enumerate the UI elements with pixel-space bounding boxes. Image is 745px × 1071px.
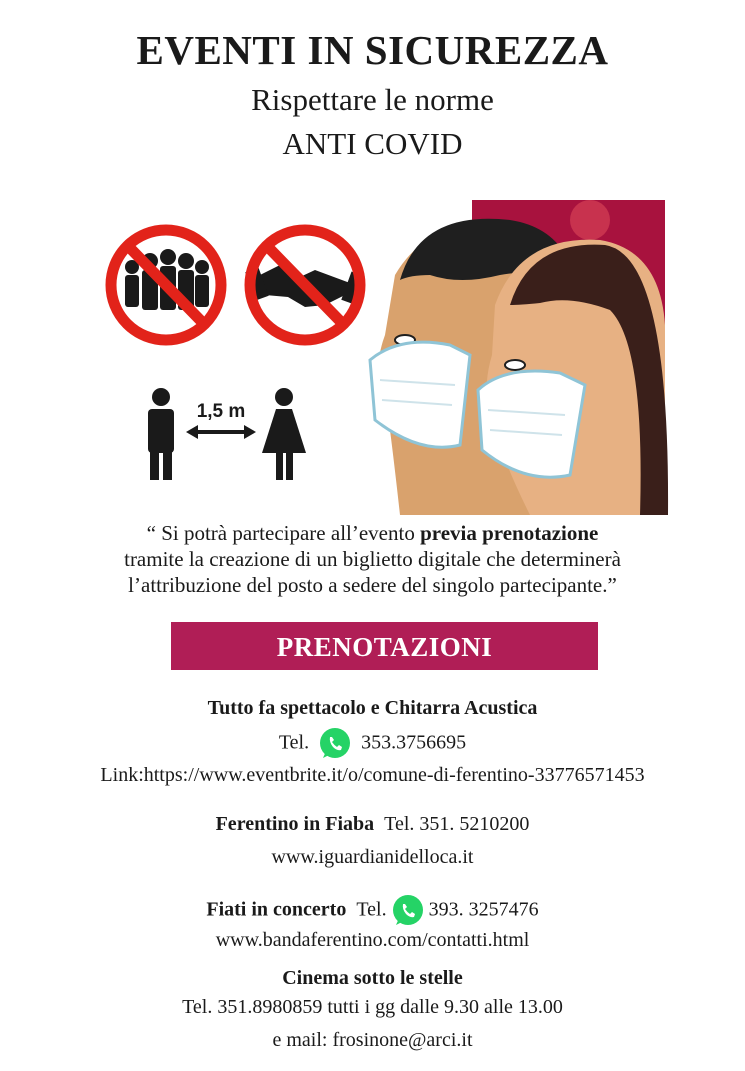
distance-arrow: [186, 425, 256, 439]
contact-1-link[interactable]: Link:https://www.eventbrite.it/o/comune-di-ferentino-33776571453: [100, 764, 645, 786]
masked-faces: [370, 219, 668, 515]
contact-1-title: Tutto fa spettacolo e Chitarra Acustica: [207, 697, 538, 719]
contact-1-tel-label: Tel.: [278, 731, 310, 754]
bookings-banner: PRENOTAZIONI: [171, 622, 598, 670]
contact-2-site[interactable]: www.iguardianidelloca.it: [271, 846, 474, 868]
woman-icon: [262, 388, 306, 480]
quote-line-3: l’attribuzione del posto a sedere del singolo partecipante.”: [128, 573, 617, 597]
subtitle-line-2: ANTI COVID: [282, 126, 463, 161]
contact-3-row: [0, 894, 745, 928]
man-icon: [148, 388, 174, 480]
booking-notice: [0, 520, 745, 598]
subtitle-line-1: Rispettare le norme: [251, 82, 494, 117]
no-handshake-icon: [245, 230, 364, 340]
contact-3-title: Fiati in concerto: [206, 898, 347, 921]
contact-3-tel[interactable]: 393. 3257476: [428, 898, 539, 921]
whatsapp-icon: [391, 894, 425, 928]
contact-4-title: Cinema sotto le stelle: [282, 967, 463, 989]
contact-4-tel[interactable]: Tel. 351.8980859 tutti i gg dalle 9.30 alle 13.00: [182, 996, 563, 1018]
quote-line-2: tramite la creazione di un biglietto digitale che determinerà: [124, 547, 621, 571]
contact-2-title: Ferentino in Fiaba: [215, 813, 375, 835]
contact-1-phone-row: [0, 727, 745, 761]
distance-label: 1,5 m: [196, 401, 246, 422]
virus-decoration: [570, 200, 610, 240]
quote-line-1-bold: previa prenotazione: [420, 521, 599, 545]
contact-3-site[interactable]: www.bandaferentino.com/contatti.html: [215, 929, 530, 951]
contact-2-row: [0, 813, 745, 836]
contact-1-tel[interactable]: 353.3756695: [361, 731, 467, 754]
contact-2-tel[interactable]: Tel. 351. 5210200: [384, 813, 530, 835]
page-title: EVENTI IN SICUREZZA: [136, 27, 609, 73]
contact-3-tel-label: Tel.: [356, 898, 387, 921]
whatsapp-icon: [318, 727, 352, 761]
contact-4-mail[interactable]: e mail: frosinone@arci.it: [272, 1029, 473, 1051]
covid-safety-illustration: [100, 195, 670, 520]
no-crowd-icon: [111, 230, 221, 340]
quote-line-1-text: “ Si potrà partecipare all’evento: [146, 521, 421, 545]
